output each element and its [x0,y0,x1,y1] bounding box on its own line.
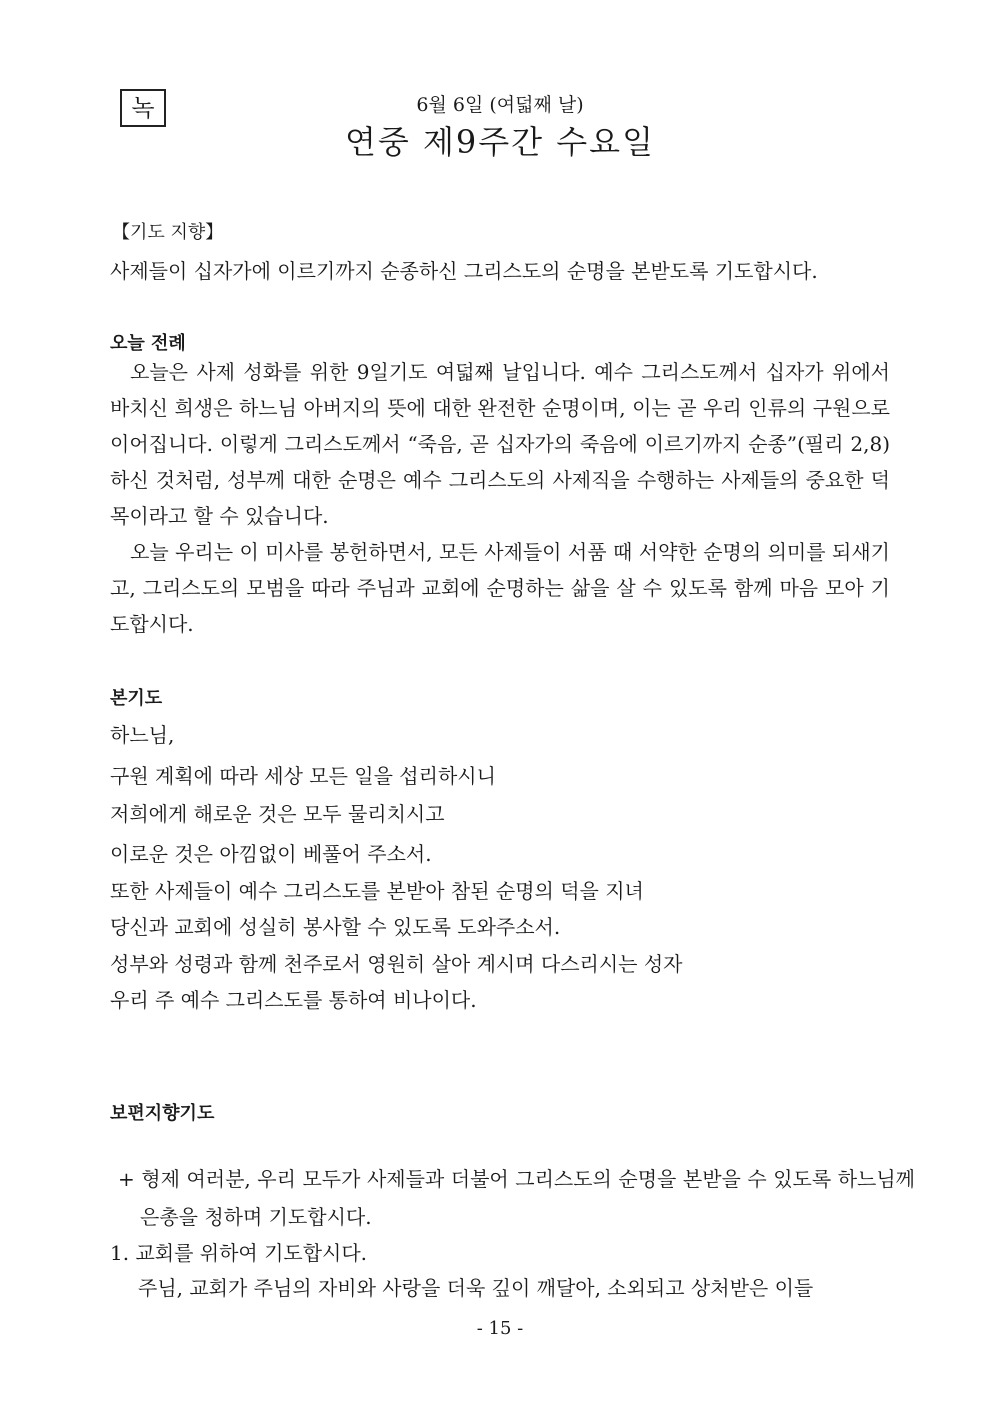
prayer-line: 또한 사제들이 예수 그리스도를 본받아 참된 순명의 덕을 지녀 [110,879,644,903]
date-line: 6월 6일 (여덟째 날) [416,94,584,116]
prayer-line: 성부와 성령과 함께 천주로서 영원히 살아 계시며 다스리시는 성자 [110,952,683,976]
prayer-intention-text: 사제들이 십자가에 이르기까지 순종하신 그리스도의 순명을 본받도록 기도합시다. [110,259,818,283]
liturgy-paragraph-2: 오늘 우리는 이 미사를 봉헌하면서, 모든 사제들이 서품 때 서약한 순명의 의미를 되새기고, 그리스도의 모범을 따라 주님과 교회에 순명하는 삶을 살 수 있도록 함께 마음 모아 기도합시다. [110,540,890,636]
universal-prayer-heading: 보편지향기도 [110,1103,215,1124]
prayer-line: 이로운 것은 아낌없이 베풀어 주소서. [110,842,432,866]
page-title: 연중 제9주간 수요일 [345,123,655,161]
prayer-line: 저희에게 해로운 것은 모두 물리치시고 [110,802,445,826]
universal-prayer-introduction: + 형제 여러분, 우리 모두가 사제들과 더불어 그리스도의 순명을 본받을 수 있도록 하느님께 은총을 청하며 기도합시다. [118,1167,915,1229]
prayer-intention-label: 【기도 지향】 [112,222,224,243]
intention-title: 1. 교회를 위하여 기도합시다. [110,1241,368,1265]
intention-text: 주님, 교회가 주님의 자비와 사랑을 더욱 깊이 깨달아, 소외되고 상처받은 이들 [138,1276,814,1300]
liturgical-color-box: 녹 [120,89,166,127]
prayer-line: 당신과 교회에 성실히 봉사할 수 있도록 도와주소서. [110,915,561,939]
page-number: - 15 - [476,1318,524,1339]
prayer-line: 하느님, [110,723,175,747]
main-prayer-heading: 본기도 [110,688,163,709]
prayer-line: 구원 계획에 따라 세상 모든 일을 섭리하시니 [110,764,496,788]
prayer-line: 우리 주 예수 그리스도를 통하여 비나이다. [110,988,477,1012]
liturgy-paragraph-1: 오늘은 사제 성화를 위한 9일기도 여덟째 날입니다. 예수 그리스도께서 십자가 위에서 바치신 희생은 하느님 아버지의 뜻에 대한 완전한 순명이며, 이는 곧 우리 인류의 구원으로 이어집니다. 이렇게 그리스도께서 “죽음, 곧 십자가의 죽음에 이르기까지 순종”(필리 2,8) 하신 것처럼, 성부께 대한 순명은 예수 그리스도의 사제직을 수행하는 사제들의 중요한 덕목이라고 할 수 있습니다. [110,360,890,528]
today-liturgy-heading: 오늘 전례 [110,333,186,354]
